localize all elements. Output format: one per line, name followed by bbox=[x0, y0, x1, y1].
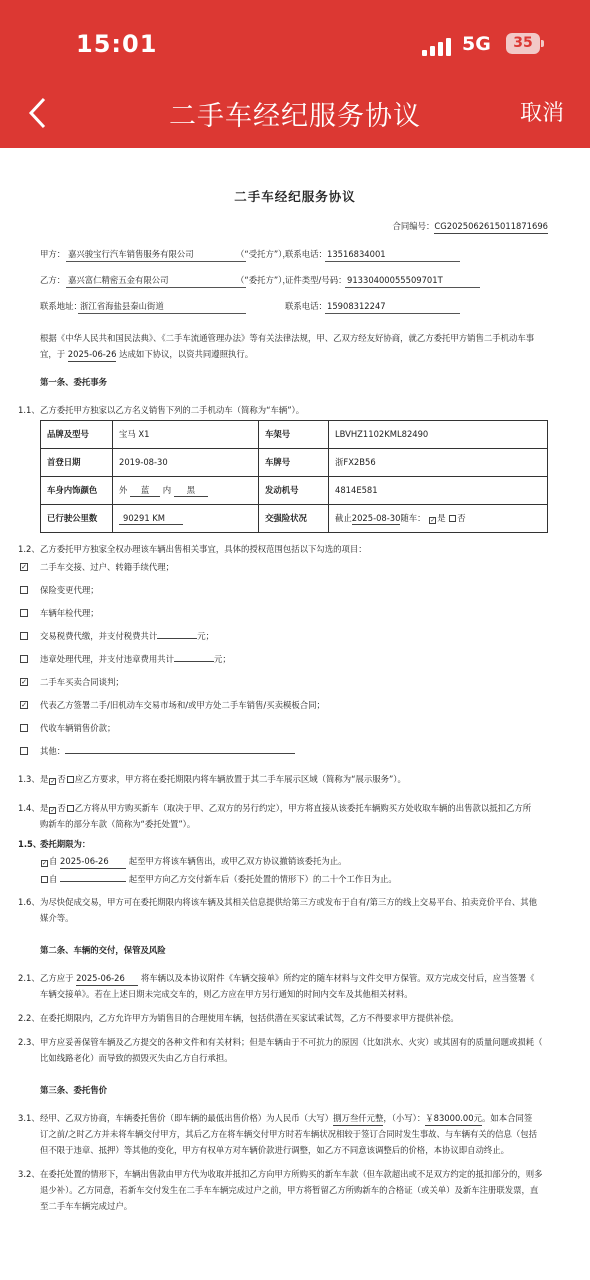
s2-1-line-1 bbox=[40, 972, 534, 986]
contract-number-value: CG2025062615011871696 bbox=[434, 220, 548, 234]
article-3-title: 第三条、委托售价 bbox=[40, 1085, 107, 1095]
engine-label: 发动机号 bbox=[259, 477, 329, 505]
option-text: 保险变更代理； bbox=[40, 585, 99, 595]
s1-3-text bbox=[40, 773, 406, 786]
network-type: 5G bbox=[462, 33, 491, 55]
option-suffix: 元； bbox=[214, 654, 231, 664]
km-cell bbox=[113, 505, 259, 533]
option-checkbox[interactable] bbox=[20, 655, 28, 663]
s3-1-lower: ￥83000.00元 bbox=[425, 1112, 482, 1126]
option-text: 车辆年检代理； bbox=[40, 608, 99, 618]
intro-line-1: 根据《中华人民共和国民法典》、《二手车流通管理办法》等有关法律法规，甲、乙双方经友好协商，就乙方委托甲方销售二手机动车事 bbox=[40, 333, 535, 343]
s1-4-body: 乙方将从甲方购买新车（取决于甲、乙双方的另行约定），甲方将直接从该委托车辆购买方处收取车辆的出售款以抵扣乙方所 bbox=[74, 803, 532, 813]
s2-3-line-1: 甲方应妥善保管车辆及乙方提交的各种文件和有关材料；但是车辆由于不可抗力的原因（比如洪水、火灾）或其固有的质量问题或损耗（ bbox=[40, 1037, 543, 1047]
s2-2-text: 在委托期限内，乙方允许甲方为销售目的合理使用车辆，包括供潜在买家试乘试驾，乙方不得要求甲方提供补偿。 bbox=[40, 1013, 459, 1023]
s1-5-title: 委托期限为： bbox=[40, 839, 91, 849]
s2-1-line-2: 车辆交接单》。若在上述日期未完成交车的，则乙方应在甲方另行通知的时间内交车及其他相关材料。 bbox=[40, 989, 413, 999]
option-blank bbox=[157, 630, 197, 639]
s1-3-yes-checkbox[interactable]: ✓ bbox=[50, 778, 56, 785]
option-label bbox=[40, 584, 99, 597]
authorization-option bbox=[20, 676, 560, 690]
app-header bbox=[0, 0, 590, 148]
option-text: 二手车交接、过户、转籍手续代理； bbox=[40, 562, 174, 572]
s1-4-line-1 bbox=[40, 802, 531, 815]
party-a-row bbox=[40, 248, 560, 264]
brand-label: 品牌及型号 bbox=[41, 421, 113, 449]
authorization-option bbox=[20, 745, 560, 759]
s1-5-option-1 bbox=[40, 855, 346, 869]
authorization-option bbox=[20, 630, 560, 644]
address-phone-label: 联系电话： bbox=[285, 301, 327, 311]
s1-1-num: 1.1、 bbox=[18, 405, 40, 415]
s3-1-line-3: 但不限于违章、抵押）等其他的变化，甲方有权单方对车辆价款进行调整，如乙方不同意该调整后的价格，本协议即自动终止。 bbox=[40, 1145, 509, 1155]
authorization-option bbox=[20, 584, 560, 598]
authorization-option bbox=[20, 561, 560, 575]
party-a-role: （“受托方”）， bbox=[236, 249, 291, 259]
address-value: 浙江省海盐县秦山街道 bbox=[78, 300, 246, 314]
party-b-label: 乙方： bbox=[40, 275, 66, 285]
party-b-id: 91330400055509701T bbox=[345, 274, 480, 288]
s1-4-num: 1.4、 bbox=[18, 803, 40, 813]
s1-1-text: 乙方委托甲方独家以乙方名义销售下列的二手机动车（简称为“车辆”）。 bbox=[40, 405, 305, 415]
s1-5-opt2-text: 起至甲方向乙方交付新车后（委托处置的情形下）的二十个工作日为止。 bbox=[128, 874, 397, 884]
party-b-id-label: 证件类型/号码： bbox=[285, 275, 347, 285]
party-a-name: 嘉兴骏宝行汽车销售服务有限公司 bbox=[66, 248, 246, 262]
s1-6-num: 1.6、 bbox=[18, 897, 40, 907]
s2-2-num: 2.2、 bbox=[18, 1013, 40, 1023]
insurance-yes-label: 是 bbox=[437, 512, 446, 523]
s1-2-num: 1.2、 bbox=[18, 544, 40, 554]
s1-5-option-2-checkbox[interactable] bbox=[41, 876, 48, 883]
intro-date: 2025-06-26 bbox=[68, 348, 117, 362]
option-checkbox[interactable] bbox=[20, 586, 28, 594]
vehicle-table bbox=[40, 420, 548, 533]
km-value: 90291 KM bbox=[119, 512, 183, 526]
insurance-no-label: 否 bbox=[457, 512, 466, 523]
insurance-no-checkbox[interactable] bbox=[449, 515, 456, 522]
option-suffix: 元； bbox=[197, 631, 214, 641]
contract-number bbox=[393, 220, 548, 234]
vin-value: LBVHZ1102KML82490 bbox=[329, 421, 548, 449]
reg-value: 2019-08-30 bbox=[113, 449, 259, 477]
option-text: 代表乙方签署二手/旧机动车交易市场和/或甲方处二手车销售/买卖模板合同； bbox=[40, 700, 325, 710]
vin-label: 车架号 bbox=[259, 421, 329, 449]
s1-4-yes-checkbox[interactable]: ✓ bbox=[50, 807, 56, 814]
intro-prefix: 宜，于 bbox=[40, 349, 66, 359]
s1-5-opt2-blank bbox=[60, 872, 126, 882]
option-checkbox[interactable]: ✓ bbox=[21, 678, 27, 686]
km-label: 已行驶公里数 bbox=[41, 505, 113, 533]
s3-1-mid: ，（小写）： bbox=[383, 1113, 426, 1123]
option-label bbox=[40, 699, 325, 712]
color-ext: 蓝 bbox=[130, 484, 160, 498]
battery-tip bbox=[541, 40, 544, 47]
option-text: 违章处理代理，并支付违章费用共计 bbox=[40, 654, 174, 664]
s1-4-yes-label: 是 bbox=[40, 803, 49, 813]
option-text: 代收车辆销售价款； bbox=[40, 723, 116, 733]
s2-1-body: 将车辆以及本协议附件《车辆交接单》所约定的随车材料与文件交甲方保管。双方完成交付后，应当签署《 bbox=[140, 973, 535, 983]
option-label bbox=[40, 607, 99, 620]
intro-line-2 bbox=[40, 348, 253, 362]
option-blank bbox=[174, 653, 214, 662]
s1-5-option-2 bbox=[40, 872, 397, 886]
s1-3-num: 1.3、 bbox=[18, 774, 40, 784]
plate-label: 车牌号 bbox=[259, 449, 329, 477]
s3-1-upper: 捌万叁仟元整 bbox=[333, 1112, 383, 1126]
option-label bbox=[40, 653, 231, 666]
s1-5-opt1-text: 起至甲方将该车辆售出，或甲乙双方协议撤销该委托为止。 bbox=[128, 856, 347, 866]
s1-4-no-label: 否 bbox=[57, 803, 66, 813]
s1-3-no-checkbox[interactable] bbox=[67, 776, 74, 783]
s3-2-num: 3.2、 bbox=[18, 1169, 40, 1179]
insurance-label: 交强险状况 bbox=[259, 505, 329, 533]
address-label: 联系地址： bbox=[40, 301, 82, 311]
s1-3-body: 应乙方要求，甲方将在委托期限内将车辆放置于其二手车展示区域（简称为“展示服务”）。 bbox=[74, 774, 406, 784]
s3-1-tail: 。如本合同签 bbox=[481, 1113, 533, 1123]
s2-1-num: 2.1、 bbox=[18, 973, 40, 983]
option-checkbox[interactable] bbox=[20, 632, 28, 640]
s2-1-prefix: 乙方应于 bbox=[40, 973, 74, 983]
option-checkbox[interactable]: ✓ bbox=[21, 563, 27, 571]
insurance-suffix: 随车： bbox=[400, 512, 426, 523]
insurance-date: 2025-08-30 bbox=[352, 512, 401, 526]
document-title: 二手车经纪服务协议 bbox=[234, 189, 356, 204]
party-b-role: （“委托方”）， bbox=[236, 275, 291, 285]
authorization-option bbox=[20, 607, 560, 621]
status-time: 15:01 bbox=[76, 30, 158, 58]
page-title: 二手车经纪服务协议 bbox=[169, 101, 421, 132]
option-text: 二手车买卖合同谈判； bbox=[40, 677, 124, 687]
brand-value: 宝马 X1 bbox=[113, 421, 259, 449]
option-checkbox[interactable] bbox=[20, 747, 28, 755]
s3-2-line-3: 至二手车车辆完成过户。 bbox=[40, 1201, 133, 1211]
color-value bbox=[113, 477, 259, 505]
party-a-phone: 13516834001 bbox=[325, 248, 460, 262]
battery-icon: 35 bbox=[506, 33, 540, 54]
color-int: 黑 bbox=[174, 484, 208, 498]
plate-value: 浙FX2B56 bbox=[329, 449, 548, 477]
option-checkbox[interactable]: ✓ bbox=[21, 701, 27, 709]
s3-1-line-1 bbox=[40, 1112, 532, 1126]
insurance-value bbox=[329, 505, 548, 533]
s3-1-line-2: 订之前/之时乙方并未将车辆交付甲方，其后乙方在将车辆交付甲方时若车辆状况相较于签订合同时发生事故、与车辆有关的信息（包括 bbox=[40, 1129, 537, 1139]
s2-1-date: 2025-06-26 bbox=[76, 972, 138, 986]
option-checkbox[interactable] bbox=[20, 609, 28, 617]
intro-suffix: 达成如下协议，以资共同遵照执行。 bbox=[119, 349, 254, 359]
signal-icon bbox=[422, 38, 454, 56]
engine-value: 4814E581 bbox=[329, 477, 548, 505]
s1-3-yes-label: 是 bbox=[40, 774, 49, 784]
s1-4-line-2: 购新车的部分车款（简称为“委托处置”）。 bbox=[40, 819, 196, 829]
color-label: 车身内饰颜色 bbox=[41, 477, 113, 505]
status-bar bbox=[0, 28, 590, 62]
option-label bbox=[40, 630, 214, 643]
article-2-title: 第二条、车辆的交付，保管及风险 bbox=[40, 945, 166, 955]
s1-5-num: 1.5、 bbox=[18, 839, 42, 849]
contract-document bbox=[0, 148, 590, 1280]
option-label bbox=[40, 745, 295, 758]
s2-3-line-2: 比如线路老化）而导致的损毁灭失由乙方自行承担。 bbox=[40, 1053, 233, 1063]
s1-6-line-2: 媒介等。 bbox=[40, 913, 74, 923]
authorization-option bbox=[20, 699, 560, 713]
s1-5-opt2-prefix: 自 bbox=[49, 874, 58, 884]
option-text: 其他： bbox=[40, 746, 66, 756]
party-a-phone-label: 联系电话： bbox=[285, 249, 327, 259]
address-phone: 15908312247 bbox=[325, 300, 460, 314]
s3-1-prefix: 经甲、乙双方协商，车辆委托售价（即车辆的最低出售价格）为人民币（大写） bbox=[40, 1113, 334, 1123]
s1-5-opt1-prefix: 自 bbox=[49, 856, 58, 866]
party-a-label: 甲方： bbox=[40, 249, 66, 259]
color-ext-prefix: 外 bbox=[119, 484, 128, 495]
color-int-prefix: 内 bbox=[162, 484, 172, 495]
s1-3-no-label: 否 bbox=[57, 774, 66, 784]
s2-3-num: 2.3、 bbox=[18, 1037, 40, 1047]
cancel-button[interactable]: 取消 bbox=[519, 101, 564, 126]
article-1-title: 第一条、委托事务 bbox=[40, 377, 107, 387]
s1-5-opt1-date: 2025-06-26 bbox=[60, 855, 126, 869]
option-label bbox=[40, 561, 174, 574]
contract-number-label: 合同编号： bbox=[392, 221, 435, 231]
insurance-prefix: 截止 bbox=[335, 512, 352, 523]
s3-1-num: 3.1、 bbox=[18, 1113, 40, 1123]
s3-2-line-2: 退少补）。乙方同意，若新车交付发生在二手车车辆完成过户之前，甲方将暂留乙方所购新车的合格证（或关单）及新车注册联发票，直 bbox=[40, 1185, 539, 1195]
authorization-option bbox=[20, 722, 560, 736]
option-label bbox=[40, 676, 124, 689]
option-label bbox=[40, 722, 115, 735]
option-checkbox[interactable] bbox=[20, 724, 28, 732]
s1-5-option-1-checkbox[interactable]: ✓ bbox=[42, 860, 48, 867]
authorization-option bbox=[20, 653, 560, 667]
reg-label: 首登日期 bbox=[41, 449, 113, 477]
insurance-yes-checkbox[interactable]: ✓ bbox=[430, 516, 436, 524]
s1-2-text: 乙方委托甲方独家全权办理该车辆出售相关事宜，具体的授权范围包括以下勾选的项目： bbox=[40, 544, 367, 554]
s1-4-no-checkbox[interactable] bbox=[67, 805, 74, 812]
other-blank[interactable] bbox=[65, 745, 295, 754]
party-b-name: 嘉兴富仁精密五金有限公司 bbox=[66, 274, 246, 288]
address-row bbox=[40, 300, 560, 316]
s1-6-line-1: 为尽快促成交易，甲方可在委托期限内将该车辆及其相关信息提供给第三方或发布于自有/第三方的线上交易平台、拍卖竞价平台、其他 bbox=[40, 897, 537, 907]
option-text: 交易税费代缴，并支付税费共计 bbox=[40, 631, 158, 641]
s3-2-line-1: 在委托处置的情形下，车辆出售款由甲方代为收取并抵扣乙方向甲方所购买的新车车款（但车款超出或不足双方约定的抵扣部分的，则多 bbox=[40, 1169, 543, 1179]
party-b-row bbox=[40, 274, 560, 290]
